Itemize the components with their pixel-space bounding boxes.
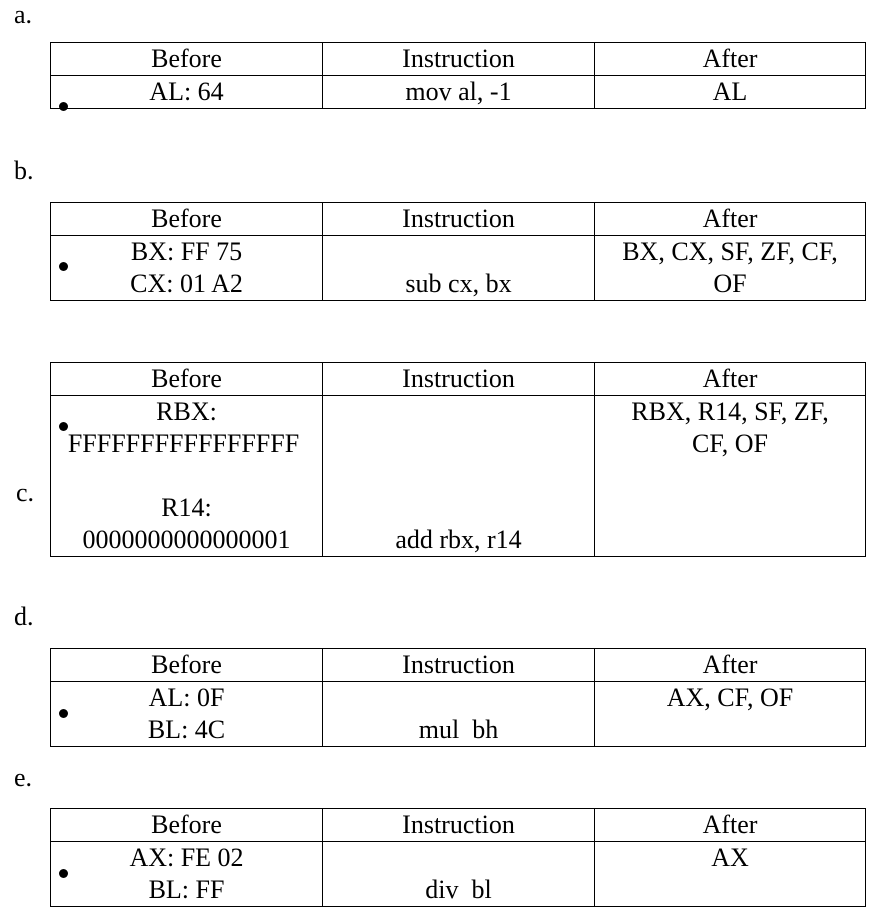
after-cell: BX, CX, SF, ZF, CF, OF — [595, 236, 866, 301]
header-after: After — [595, 43, 866, 76]
after-cell: AL — [595, 76, 866, 109]
problem-table-d — [50, 648, 866, 747]
before-value: BX: FF 75 — [130, 237, 243, 266]
before-cell — [51, 236, 323, 301]
header-instruction: Instruction — [323, 363, 595, 396]
header-before: Before — [51, 203, 323, 236]
header-instruction: Instruction — [323, 203, 595, 236]
instruction-cell: mul bh — [323, 682, 595, 747]
bullet-marker — [59, 422, 68, 431]
problem-table-b — [50, 202, 866, 301]
instruction-cell: sub cx, bx — [323, 236, 595, 301]
problem-table-a — [50, 42, 866, 109]
header-instruction: Instruction — [323, 649, 595, 682]
instruction-cell: mov al, -1 — [323, 76, 595, 109]
header-after: After — [595, 203, 866, 236]
header-before: Before — [51, 809, 323, 842]
after-cell: AX, CF, OF — [595, 682, 866, 747]
problem-label-e: e. — [14, 763, 33, 792]
before-value: AX: FE 02 — [129, 843, 244, 872]
before-value: R14: — [161, 493, 212, 522]
problem-label-a: a. — [14, 0, 33, 29]
before-value: BL: 4C — [147, 715, 226, 744]
header-after: After — [595, 809, 866, 842]
after-cell: AX — [595, 842, 866, 907]
before-cell — [51, 396, 323, 557]
before-value: AL: 64 — [149, 77, 224, 106]
before-value: RBX: — [156, 397, 217, 426]
instruction-cell: add rbx, r14 — [323, 396, 595, 557]
bullet-marker — [59, 262, 68, 271]
header-before: Before — [51, 649, 323, 682]
before-cell — [51, 842, 323, 907]
instruction-cell: div bl — [323, 842, 595, 907]
header-instruction: Instruction — [323, 809, 595, 842]
before-value: CX: 01 A2 — [130, 269, 243, 298]
problem-table-c — [50, 362, 866, 557]
header-instruction: Instruction — [323, 43, 595, 76]
before-value: FFFFFFFFFFFFFFFF — [67, 429, 300, 458]
before-value: 0000000000000001 — [82, 525, 291, 554]
before-cell — [51, 682, 323, 747]
before-value: BL: FF — [148, 875, 225, 904]
bullet-marker — [59, 869, 68, 878]
problem-table-e — [50, 808, 866, 907]
problem-label-b: b. — [14, 156, 34, 185]
header-before: Before — [51, 363, 323, 396]
after-cell: RBX, R14, SF, ZF, CF, OF — [595, 396, 866, 557]
problem-label-c: c. — [16, 478, 35, 507]
header-after: After — [595, 649, 866, 682]
bullet-marker — [59, 709, 68, 718]
before-value: AL: 0F — [148, 683, 225, 712]
header-before: Before — [51, 43, 323, 76]
header-after: After — [595, 363, 866, 396]
problem-label-d: d. — [14, 602, 34, 631]
bullet-marker — [59, 102, 68, 111]
before-cell — [51, 76, 323, 109]
